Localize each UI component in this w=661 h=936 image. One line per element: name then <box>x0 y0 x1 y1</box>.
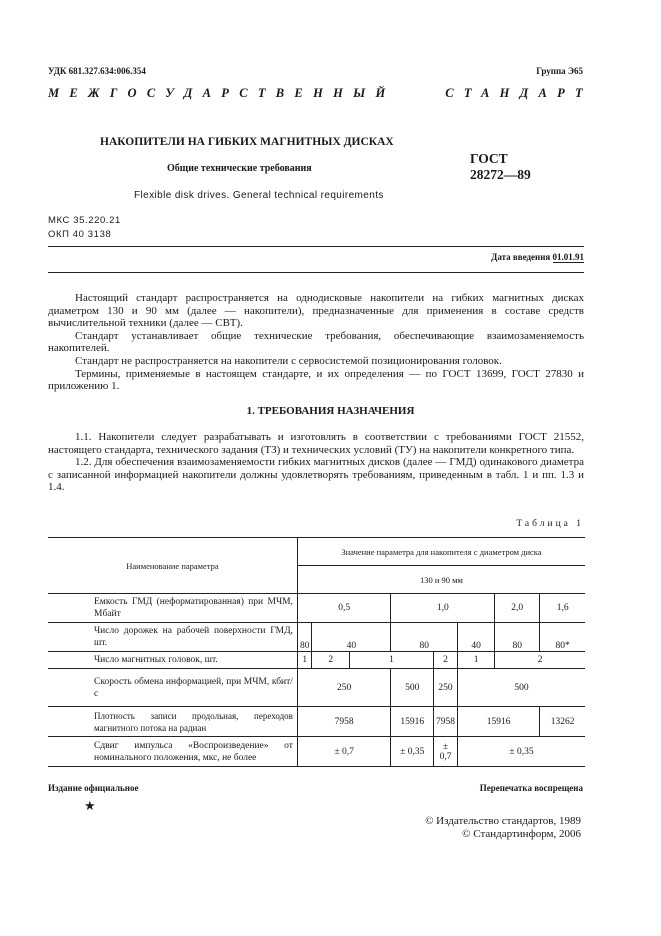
table-cell: ± 0,7 <box>434 737 458 767</box>
gost-label: ГОСТ <box>470 151 508 166</box>
intro-paragraph: Стандарт устанавливает общие технические требования, обеспечивающие взаимозаменяемость накопителей. <box>48 329 584 355</box>
table-cell: 7958 <box>434 707 458 737</box>
banner-word-standard: СТАНДАРТ <box>445 86 593 100</box>
table-cell: 15916 <box>458 707 540 737</box>
banner-word-interstate: МЕЖГОСУДАРСТВЕННЫЙ <box>48 86 396 100</box>
table-row <box>48 737 585 767</box>
effective-date-value: 01.01.91 <box>552 252 584 262</box>
row-capacity-name: Емкость ГМД (неформатированная) при МЧМ, Мбайт <box>48 594 297 623</box>
header-parameter-name: Наименование параметра <box>48 538 297 594</box>
table-cell: 80 <box>297 623 312 652</box>
table-cell: 80 <box>391 623 458 652</box>
gost-designation <box>470 151 531 183</box>
clause-1-1: 1.1. Накопители следует разрабатывать и изготовлять в соответствии с требованиями ГОСТ 21552, настоящего стандарта, технического задания (ТЗ) и технических условий (ТУ) на накопители конкретного типа. <box>48 431 584 456</box>
effective-date <box>491 252 584 262</box>
table-cell: ± 0,35 <box>391 737 434 767</box>
table-cell: 13262 <box>550 716 575 727</box>
intro-paragraph: Термины, применяемые в настоящем стандарте, и их определения — по ГОСТ 13699, ГОСТ 27830 и приложению 1. <box>48 367 584 393</box>
table-caption: Таблица 1 <box>516 519 584 529</box>
divider-date <box>48 272 584 273</box>
table-cell: 1,0 <box>391 594 495 623</box>
parameters-table <box>48 537 585 767</box>
row-density-name: Плотность записи продольная, переходов магнитного потока на радиан <box>48 707 297 737</box>
table-cell: 40 <box>312 623 391 652</box>
copyright-line: © Издательство стандартов, 1989 <box>425 815 581 827</box>
english-title: Flexible disk drives. General technical requirements <box>134 190 384 201</box>
clause-1-2: 1.2. Для обеспечения взаимозаменяемости гибких магнитных дисков (далее — ГМД) одинакового диаметра с записанной информацией накопители должны удовлетворять требованиям, приведенным в табл. 1 и пп. 1.3 и 1.4. <box>48 456 584 494</box>
table-cell: 80* <box>555 641 570 651</box>
table-cell: 2 <box>312 652 350 669</box>
table-row <box>48 669 585 707</box>
row-speed-name: Скорость обмена информацией, при МЧМ, кбит/с <box>48 669 297 707</box>
table-cell: 250 <box>434 669 458 707</box>
star-icon: ★ <box>84 798 96 813</box>
row-heads-name: Число магнитных головок, шт. <box>48 652 297 669</box>
gost-number: 28272—89 <box>470 167 531 182</box>
table-cell: 500 <box>514 682 529 693</box>
table-cell: 1 <box>297 652 312 669</box>
group-code: Группа Э65 <box>536 66 583 76</box>
mks-code: МКС 35.220.21 <box>48 215 121 226</box>
reprint-prohibited-label: Перепечатка воспрещена <box>479 783 583 793</box>
table-row <box>48 707 585 737</box>
table-cell: 500 <box>391 669 434 707</box>
copyright-line: © Стандартинформ, 2006 <box>462 828 581 840</box>
table-cell: 40 <box>458 623 495 652</box>
table-cell: 7958 <box>297 707 390 737</box>
table-cell: 250 <box>297 669 390 707</box>
row-shift-name: Сдвиг импульса «Воспроизведение» от номинального положения, мкс, не более <box>48 737 297 767</box>
table-cell: 80 <box>495 623 540 652</box>
standard-type-banner <box>48 86 593 101</box>
table-cell: 2,0 <box>495 594 540 623</box>
table-cell: ± 0,7 <box>297 737 390 767</box>
table-cell: 1 <box>458 652 495 669</box>
table-cell: 1 <box>350 652 434 669</box>
divider-top <box>48 246 584 247</box>
intro-paragraph: Настоящий стандарт распространяется на однодисковые накопители на гибких магнитных дисках диаметром 130 и 90 мм (далее — накопители), предназначенные для применения в составе средств вычислительной техники (далее — СВТ). <box>48 292 584 330</box>
okp-code: ОКП 40 3138 <box>48 229 112 240</box>
table-cell: 0,5 <box>297 594 390 623</box>
effective-date-label: Дата введения <box>491 252 551 262</box>
table-cell: 2 <box>434 652 458 669</box>
table-cell: ± 0,35 <box>509 746 534 757</box>
section-heading: 1. ТРЕБОВАНИЯ НАЗНАЧЕНИЯ <box>246 405 415 417</box>
document-subtitle: Общие технические требования <box>167 163 312 174</box>
row-tracks-name: Число дорожек на рабочей поверхности ГМД, шт. <box>48 623 297 652</box>
header-parameter-value: Значение параметра для накопителя с диаметром диска <box>297 538 585 566</box>
copyright-block <box>425 815 581 841</box>
table-cell: 15916 <box>391 707 434 737</box>
header-diameter: 130 и 90 мм <box>420 574 463 585</box>
section-text <box>48 431 584 494</box>
document-title: НАКОПИТЕЛИ НА ГИБКИХ МАГНИТНЫХ ДИСКАХ <box>100 136 394 148</box>
intro-paragraph: Стандарт не распространяется на накопители с сервосистемой позиционирования головок. <box>75 354 502 367</box>
classification-codes <box>48 214 121 242</box>
udk-code: УДК 681.327.634:006.354 <box>48 66 146 76</box>
official-edition-label: Издание официальное <box>48 783 139 793</box>
table-row <box>48 623 585 652</box>
table-row <box>48 594 585 623</box>
intro-text <box>48 292 584 393</box>
table-cell: 2 <box>537 655 543 665</box>
table-row <box>48 652 585 669</box>
table-cell: 1,6 <box>556 603 569 613</box>
